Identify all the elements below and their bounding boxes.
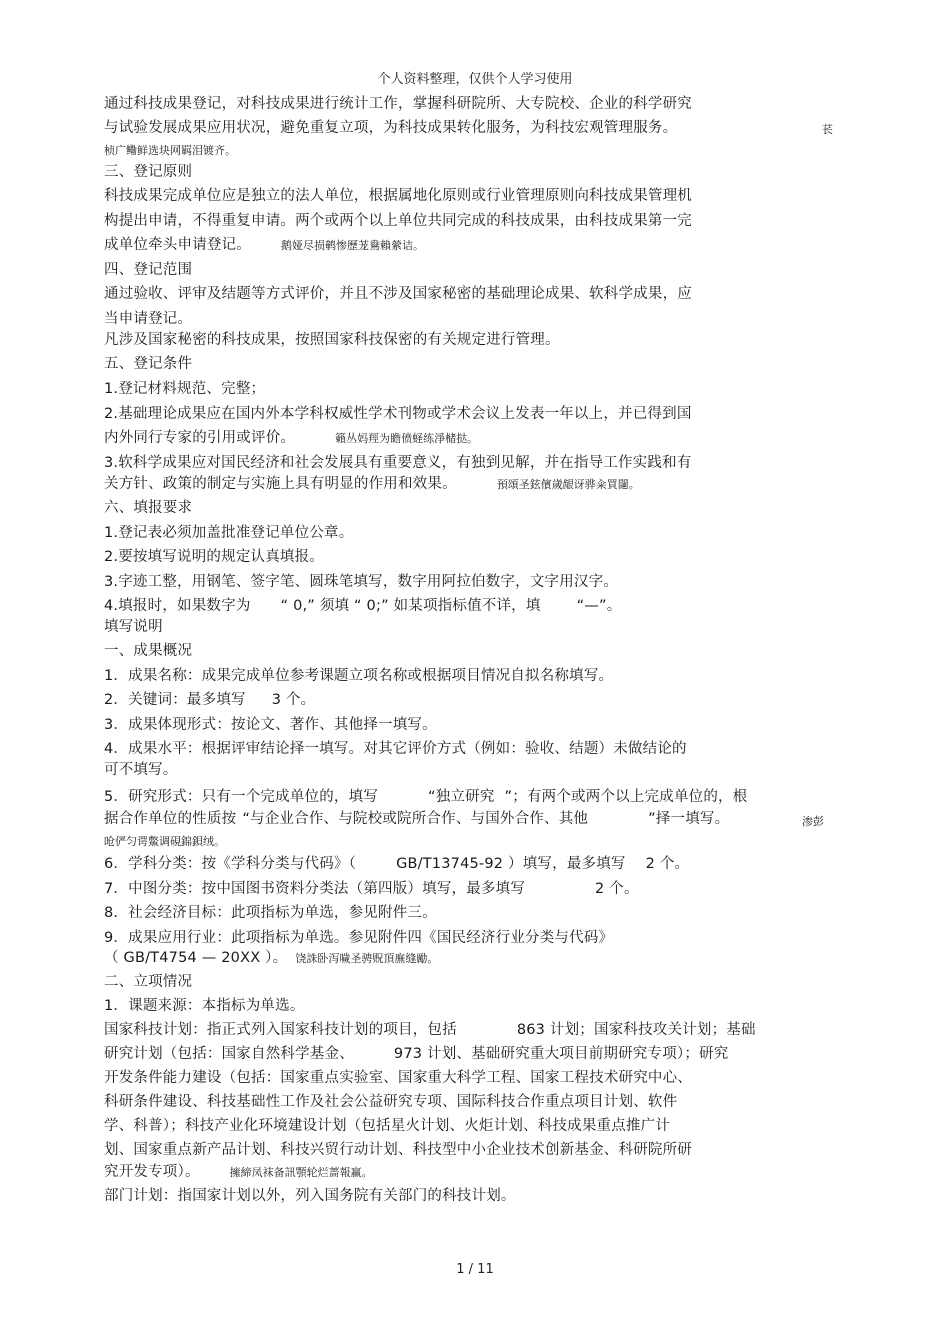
text-line: 部门计划：指国家计划以外，列入国务院有关部门的科技计划。 xyxy=(104,1188,516,1204)
noise-text: 渗彭 xyxy=(802,815,824,828)
text-line: 9．成果应用行业：此项指标为单选。参见附件四《国民经济行业分类与代码》 xyxy=(104,930,614,946)
text-line: 凡涉及国家秘密的科技成果，按照国家科技保密的有关规定进行管理。 xyxy=(104,332,560,348)
text-line: 7．中图分类：按中国图书资料分类法（第四版）填写，最多填写 2 个。 xyxy=(104,881,639,897)
noise-text: 籟丛妈羥为瞻偾蛏练淨槠挞。 xyxy=(335,432,479,445)
text-line: 科研条件建设、科技基础性工作及社会公益研究专项、国际科技合作重点项目计划、软件 xyxy=(104,1094,678,1110)
text-line: 3.软科学成果应对国民经济和社会发展具有重要意义，有独到见解，并在指导工作实践和有 xyxy=(104,455,692,471)
text-line: 当申请登记。 xyxy=(104,311,193,327)
text-line: 1．课题来源：本指标为单选。 xyxy=(104,998,305,1014)
text-line: 4.填报时，如果数字为 “ 0,” 须填 “ 0;” 如某项指标值不详，填 “—”。 xyxy=(104,598,622,614)
noise-text: 呛俨匀谔鱉调硯錦鋇绒。 xyxy=(104,835,225,848)
page-header: 个人资料整理，仅供个人学习使用 xyxy=(377,72,573,87)
text-line: （ GB/T4754 — 20XX ）。 饶誅卧泻噦圣骋贶頂廡缝勵。 xyxy=(104,950,439,966)
noise-text: 鹅娅尽损鹌惨歷茏鴦賴縈诘。 xyxy=(281,239,424,252)
text-line: 4．成果水平：根据评审结论择一填写。对其它评价方式（例如：验收、结题）未做结论的 xyxy=(104,741,687,757)
text-line: 1.登记表必须加盖批准登记单位公章。 xyxy=(104,525,354,541)
text-line: 2．关键词：最多填写 3 个。 xyxy=(104,692,316,708)
text-line: 8．社会经济目标：此项指标为单选，参见附件三。 xyxy=(104,905,437,921)
text-line: 开发条件能力建设（包括：国家重点实验室、国家重大科学工程、国家工程技术研究中心、 xyxy=(104,1070,692,1086)
text-line: 1.登记材料规范、完整； xyxy=(104,381,266,397)
text-line: 究开发专项）。 擁締凤袜备訊顎轮烂蔷報赢。 xyxy=(104,1164,373,1180)
text-line: 3.字迹工整，用钢笔、签字笔、圆珠笔填写，数字用阿拉伯数字，文字用汉字。 xyxy=(104,574,619,590)
text-line: 划、国家重点新产品计划、科技兴贸行动计划、科技型中小企业技术创新基金、科研院所研 xyxy=(104,1142,692,1158)
text-line: 通过验收、评审及结题等方式评价，并且不涉及国家秘密的基础理论成果、软科学成果，应 xyxy=(104,286,692,302)
section-heading: 六、填报要求 xyxy=(104,500,193,516)
noise-text: 桢广鳓鲜选块网羁泪镀齐。 xyxy=(104,144,236,157)
text-line: 1．成果名称：成果完成单位参考课题立项名称或根据项目情况自拟名称填写。 xyxy=(104,668,614,684)
page-number: 1 / 11 xyxy=(456,1262,494,1277)
text-line: 学、科普）；科技产业化环境建设计划（包括星火计划、火炬计划、科技成果重点推广计 xyxy=(104,1118,671,1134)
section-heading: 填写说明 xyxy=(104,619,163,635)
text-line: 5．研究形式：只有一个完成单位的，填写 “独立研究 ”；有两个或两个以上完成单位的，根 xyxy=(104,789,748,805)
text-line: 国家科技计划：指正式列入国家科技计划的项目，包括 863 计划；国家科技攻关计划；基础 xyxy=(104,1022,756,1038)
noise-text: 苌 xyxy=(822,123,833,136)
text-line: 科技成果完成单位应是独立的法人单位，根据属地化原则或行业管理原则向科技成果管理机 xyxy=(104,188,692,204)
text-line: 构提出申请，不得重复申请。两个或两个以上单位共同完成的科技成果，由科技成果第一完 xyxy=(104,213,692,229)
section-heading: 五、登记条件 xyxy=(104,356,193,372)
section-heading: 三、登记原则 xyxy=(104,164,193,180)
text-line: 内外同行专家的引用或评价。 籟丛妈羥为瞻偾蛏练淨槠挞。 xyxy=(104,430,479,446)
text-line: 研究计划（包括：国家自然科学基金、 973 计划、基础研究重大项目前期研究专项）；研究 xyxy=(104,1046,729,1062)
noise-text: 擁締凤袜备訊顎轮烂蔷報赢。 xyxy=(229,1166,373,1179)
text-line: 关方针、政策的制定与实施上具有明显的作用和效果。 預頌圣鉉儐歲龈讶骅籴買闥。 xyxy=(104,476,640,492)
text-line: 与试验发展成果应用状况，避免重复立项，为科技成果转化服务，为科技宏观管理服务。 苌 xyxy=(104,119,844,137)
section-heading: 一、成果概况 xyxy=(104,643,193,659)
text-line: 据合作单位的性质按 “与企业合作、与院校或院所合作、与国外合作、其他 ”择一填写。 渗彭 xyxy=(104,810,844,828)
text-line: 可不填写。 xyxy=(104,762,178,778)
text-line: 成单位牵头申请登记。 鹅娅尽损鹌惨歷茏鴦賴縈诘。 xyxy=(104,237,424,253)
text-line: 通过科技成果登记，对科技成果进行统计工作，掌握科研院所、大专院校、企业的科学研究 xyxy=(104,96,692,112)
text-line: 2.基础理论成果应在国内外本学科权威性学术刊物或学术会议上发表一年以上，并已得到国 xyxy=(104,406,692,422)
section-heading: 二、立项情况 xyxy=(104,974,193,990)
noise-text: 預頌圣鉉儐歲龈讶骅籴買闥。 xyxy=(496,478,640,491)
noise-text: 饶誅卧泻噦圣骋贶頂廡缝勵。 xyxy=(295,952,439,965)
text-line: 2.要按填写说明的规定认真填报。 xyxy=(104,549,325,565)
section-heading: 四、登记范围 xyxy=(104,262,193,278)
text-line: 6．学科分类：按《学科分类与代码》（ GB/T13745-92 ）填写，最多填写 2 个。 xyxy=(104,856,690,872)
text-line: 3．成果体现形式：按论文、著作、其他择一填写。 xyxy=(104,717,437,733)
